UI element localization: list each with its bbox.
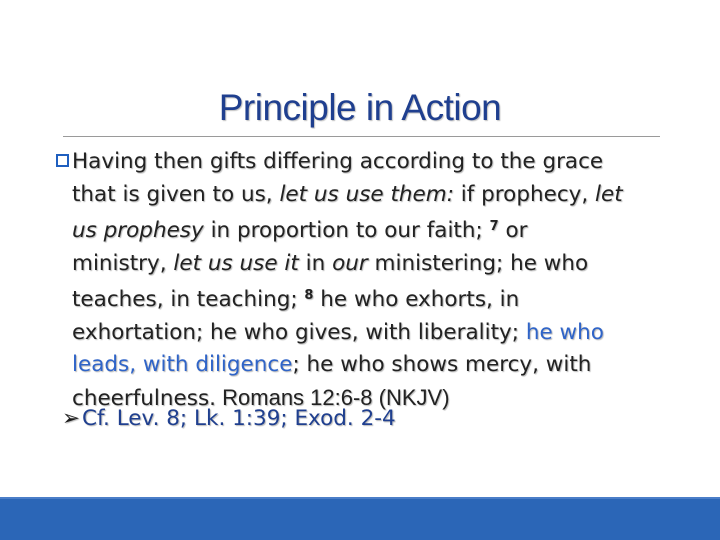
verse-number: 7 [489,219,499,234]
verse-line-7: leads, with diligence; he who shows mercy, with [72,352,592,377]
scripture-reference: Romans 12:6-8 (NKJV) [216,384,450,410]
cross-reference [62,403,396,435]
footer-band [0,497,720,540]
verse-line-4: ministry, let us use it in our ministering; he who [72,250,589,276]
verse-line-2: that is given to us, let us use them: if prophecy, let [72,181,623,207]
title-divider [63,136,660,137]
verse-line-6: exhortation; he who gives, with liberality; he who [72,319,604,345]
verse-line-8: cheerfulness. Romans 12:6-8 (NKJV) [72,384,450,411]
arrow-bullet-icon: ➢ [62,406,81,431]
verse-line-1: Having then gifts differing according to the grace [56,146,666,179]
highlighted-text: leads, with diligence [72,352,293,377]
verse-number: 8 [304,288,314,303]
slide-title: Principle in Action [218,87,502,128]
verse-line-3: us prophesy in proportion to our faith; $^7$ or [72,218,528,243]
square-bullet-icon [56,154,69,167]
cross-reference-text: Cf. Lev. 8; Lk. 1:39; Exod. 2-4 [82,406,396,431]
footer-band-edge [0,497,720,499]
verse-line-5: teaches, in teaching; $^8$ he who exhorts, in [72,287,520,312]
scripture-paragraph [56,146,666,415]
highlighted-text: he who [525,319,604,345]
